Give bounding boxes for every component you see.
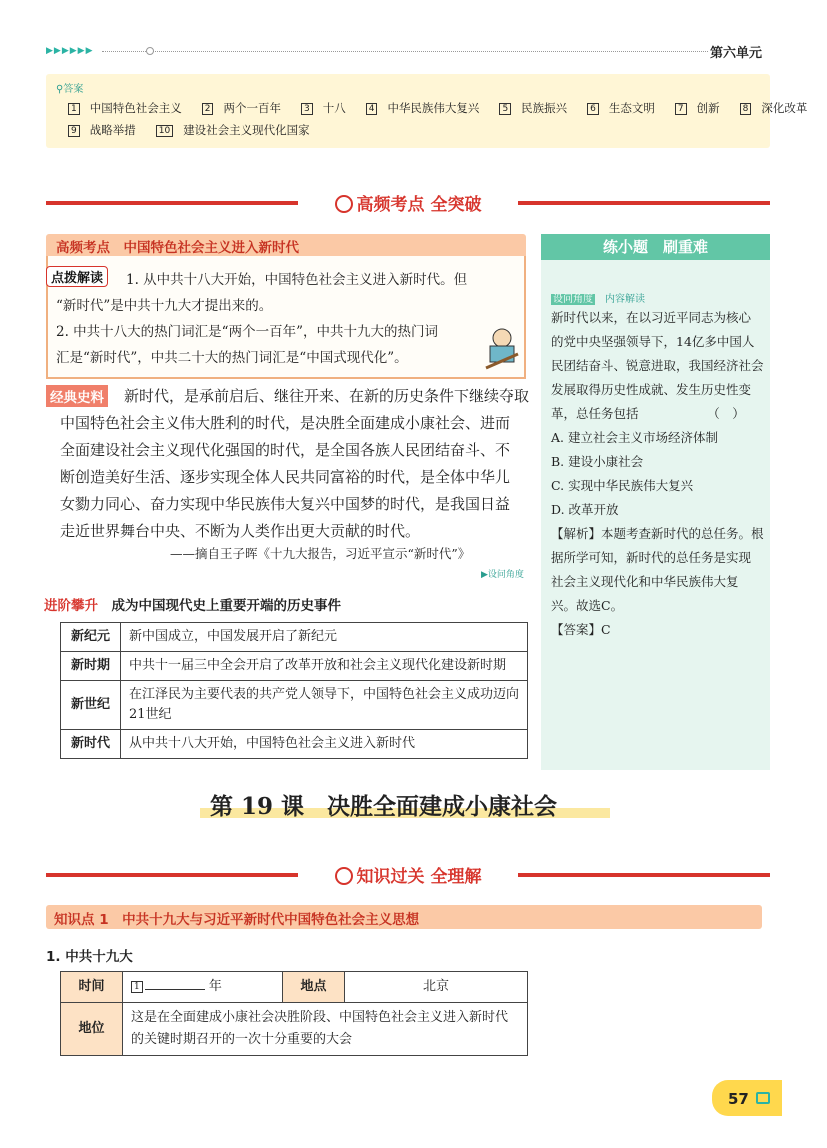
target-icon (335, 867, 353, 885)
answer-box (46, 74, 808, 148)
place-value: 北京 (345, 972, 528, 1003)
knowledge-point-title: 知识点 1 中共十九大与习近平新时代中国特色社会主义思想 (46, 905, 762, 929)
answer-number: 2 (202, 103, 214, 115)
answer-number: 6 (587, 103, 599, 115)
target-icon (335, 195, 353, 213)
answer-text: 中国特色社会主义 (89, 101, 182, 115)
unit-label: 第六单元 (710, 46, 763, 61)
answer-text: 生态文明 (608, 101, 655, 115)
topic-title: 高频考点 中国特色社会主义进入新时代 (46, 234, 526, 256)
answer-number: 9 (68, 125, 80, 137)
table-row (61, 681, 528, 730)
status-label: 地位 (61, 1003, 123, 1056)
key-icon: ⚲答案 (56, 84, 84, 95)
question-angle-tag: ▶设问角度 (481, 570, 524, 580)
question-line: 的党中央坚强领导下，14亿多中国人 (551, 334, 755, 349)
answer-item (68, 123, 146, 137)
question-line: 革，总任务包括 （ ） (551, 406, 745, 421)
sidebar-title: 练小题 刷重难 (541, 234, 770, 260)
answer-row-1 (68, 100, 827, 116)
sidebar-tags (551, 290, 645, 305)
angle-tag: 设问角度 (553, 294, 593, 305)
material-line: 女勠力同心、奋力实现中华民族伟大复兴中国梦的时代，是我国日益 (60, 495, 511, 513)
answer-number: 3 (301, 103, 313, 115)
page-number: 57 (728, 1090, 749, 1108)
mascot-illustration (480, 324, 524, 372)
answer-text: 深化改革 (761, 101, 808, 115)
option-b: B. 建设小康社会 (551, 454, 644, 469)
interpretation-line: 1. 从中共十八大开始，中国特色社会主义进入新时代。但 (126, 272, 468, 288)
time-unit: 年 (208, 979, 222, 994)
answer-number: 8 (740, 103, 752, 115)
time-blank (123, 972, 283, 1003)
answer-text: 中华民族伟大复兴 (387, 101, 480, 115)
answer-item (301, 101, 356, 115)
row-header: 新纪元 (61, 623, 121, 652)
section-title: 高频考点 全突破 (356, 195, 482, 215)
material-source: ——摘自王子晖《十九大报告，习近平宣示“新时代”》 (170, 546, 471, 561)
question-line: 民团结奋斗、锐意进取，我国经济社会 (551, 358, 764, 373)
book-icon (756, 1092, 770, 1104)
row-value: 中共十一届三中全会开启了改革开放和社会主义现代化建设新时期 (121, 652, 528, 681)
answer-number: 4 (366, 103, 378, 115)
answers-label: 答案 (63, 84, 84, 95)
material-line: 中国特色社会主义伟大胜利的时代，是决胜全面建成小康社会、进而 (60, 414, 511, 432)
answer-item (740, 101, 818, 115)
answer-text: 民族振兴 (521, 101, 568, 115)
row-header: 新时代 (61, 730, 121, 759)
row-value: 从中共十八大开始，中国特色社会主义进入新时代 (121, 730, 528, 759)
material-line: 走近世界舞台中央、不断为人类作出更大贡献的时代。 (60, 522, 421, 540)
question-line: 发展取得历史性成就、发生历史性变 (551, 382, 752, 397)
classic-material-badge: 经典史料 (46, 385, 108, 407)
top-rule: ▶▶▶▶▶▶ (46, 46, 708, 56)
interpretation-line: 汇是“新时代”，中共二十大的热门词汇是“中国式现代化”。 (56, 350, 408, 366)
analysis-line: 【解析】本题考查新时代的总任务。根 (551, 526, 764, 541)
question-line: 新时代以来，在以习近平同志为核心 (551, 310, 752, 325)
place-label: 地点 (283, 972, 345, 1003)
blank-number: 1 (131, 981, 143, 993)
time-label: 时间 (61, 972, 123, 1003)
answer-text: 十八 (322, 101, 346, 115)
material-line: 断创造美好生活、逐步实现全体人民共同富裕的时代，是全体中华儿 (60, 468, 511, 486)
table-row (61, 730, 528, 759)
advanced-heading (44, 594, 341, 614)
material-line: 全面建设社会主义现代化强国的时代，是全国各族人民团结奋斗、不 (60, 441, 511, 459)
answer-item (202, 101, 291, 115)
answer-number: 1 (68, 103, 80, 115)
analysis-line: 社会主义现代化和中华民族伟大复 (551, 574, 739, 589)
answer-row-2 (68, 122, 330, 138)
row-header: 新时期 (61, 652, 121, 681)
answer-line: 【答案】C (551, 622, 611, 637)
answer-number: 7 (675, 103, 687, 115)
practice-sidebar (541, 234, 770, 770)
analysis-line: 据所学可知，新时代的总任务是实现 (551, 550, 752, 565)
analysis-line: 兴。故选C。 (551, 598, 624, 613)
option-d: D. 改革开放 (551, 502, 619, 517)
answer-item (587, 101, 665, 115)
status-value: 这是在全面建成小康社会决胜阶段、中国特色社会主义进入新时代的关键时期召开的一次十分重要的大会 (123, 1003, 528, 1056)
row-header: 新世纪 (61, 681, 121, 730)
advanced-label: 进阶攀升 (44, 598, 98, 614)
answer-item (675, 101, 730, 115)
table-row (61, 623, 528, 652)
answer-text: 创新 (696, 101, 720, 115)
answer-text: 建设社会主义现代化国家 (183, 123, 310, 137)
answer-text: 战略举措 (89, 123, 136, 137)
interpretation-line: 2. 中共十八大的热门词汇是“两个一百年”，中共十九大的热门词 (56, 324, 438, 340)
congress-table (60, 971, 528, 1056)
option-c: C. 实现中华民族伟大复兴 (551, 478, 694, 493)
answer-item (366, 101, 490, 115)
table-row (61, 652, 528, 681)
interpretation-badge: 点拨解读 (46, 266, 108, 287)
answer-number: 5 (499, 103, 511, 115)
material-line: 新时代，是承前启后、继往开来、在新的历史条件下继续夺取 (124, 387, 530, 405)
answer-item (156, 123, 320, 137)
topic-box (46, 256, 526, 379)
events-table (60, 622, 528, 759)
option-a: A. 建立社会主义市场经济体制 (551, 430, 718, 445)
answer-item (68, 101, 192, 115)
answer-number: 10 (156, 125, 173, 137)
row-value: 在江泽民为主要代表的共产党人领导下，中国特色社会主义成功迈向21世纪 (121, 681, 528, 730)
interpretation-line: “新时代”是中共十九大才提出来的。 (56, 298, 273, 314)
answer-item (499, 101, 577, 115)
page-number-tab (712, 1080, 782, 1116)
section-header-high-frequency (46, 190, 770, 216)
section-title: 知识过关 全理解 (356, 867, 482, 887)
section-header-knowledge (46, 862, 770, 888)
table-row (61, 972, 528, 1003)
advanced-title: 成为中国现代史上重要开端的历史事件 (111, 598, 341, 614)
lesson-title: 第 19 课 决胜全面建成小康社会 (210, 793, 558, 820)
table-row (61, 1003, 528, 1056)
row-value: 新中国成立，中国发展开启了新纪元 (121, 623, 528, 652)
content-tag: 内容解读 (605, 294, 645, 305)
answer-text: 两个一百年 (223, 101, 281, 115)
subsection-title: 1. 中共十九大 (46, 949, 133, 965)
